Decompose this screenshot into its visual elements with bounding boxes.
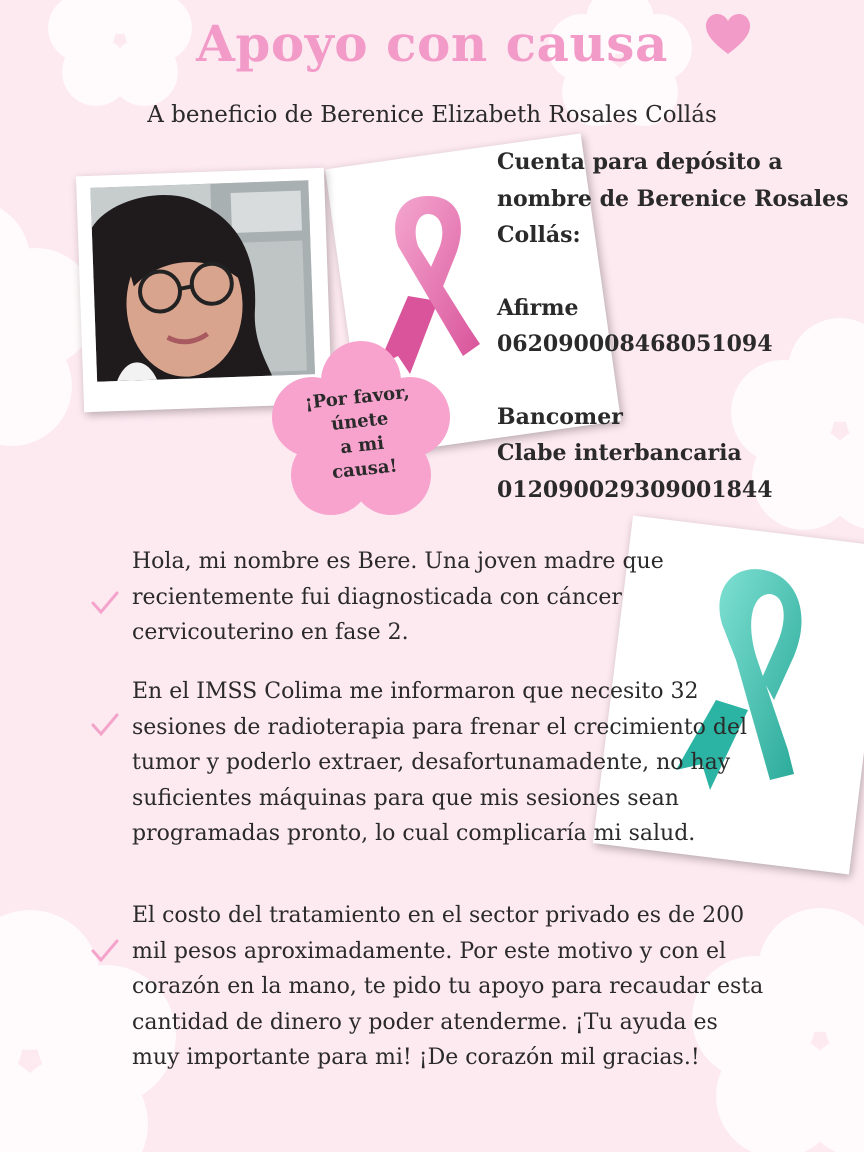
badge-text	[263, 377, 458, 492]
badge-line: causa!	[331, 455, 399, 484]
subtitle: A beneficio de Berenice Elizabeth Rosales Collás	[147, 102, 717, 128]
checkmark-icon	[90, 938, 120, 964]
paragraph-treatment: En el IMSS Colima me informaron que necesito 32 sesiones de radioterapia para frenar el crecimiento del tumor y poderlo extraer, desafortunamadente, no hay suficientes máquinas para que mis sesiones sean programadas pronto, lo cual complicaría mi salud.	[132, 679, 748, 846]
paragraph-intro: Hola, mi nombre es Bere. Una joven madre que recientemente fui diagnosticada con cáncer cervicouterino en fase 2.	[132, 549, 664, 645]
bank2-name: Bancomer	[497, 403, 623, 430]
bank1-number: 062090008468051094	[497, 331, 773, 357]
account-info	[497, 144, 857, 508]
badge-line: a mi	[339, 432, 386, 459]
bank2-label: Clabe interbancaria	[497, 440, 742, 466]
heart-icon	[706, 14, 750, 58]
checkmark-icon	[90, 590, 120, 616]
bank2-number: 012090029309001844	[497, 476, 773, 503]
checkmark-icon	[90, 712, 120, 738]
page-title: Apoyo con causa	[196, 14, 668, 73]
bank1-name: Afirme	[497, 294, 579, 321]
badge-line: ¡Por favor,	[303, 381, 411, 414]
paragraph-cost: El costo del tratamiento en el sector privado es de 200 mil pesos aproximadamente. Por este motivo y con el corazón en la mano, te pido tu apoyo para recaudar esta cantidad de dinero y poder atenderme. ¡Tu ayuda es muy importante para mi! ¡De corazón mil gracias.!	[132, 903, 764, 1070]
badge-line: únete	[330, 408, 390, 436]
account-intro: Cuenta para depósito a nombre de Berenice Rosales Collás:	[497, 149, 849, 248]
